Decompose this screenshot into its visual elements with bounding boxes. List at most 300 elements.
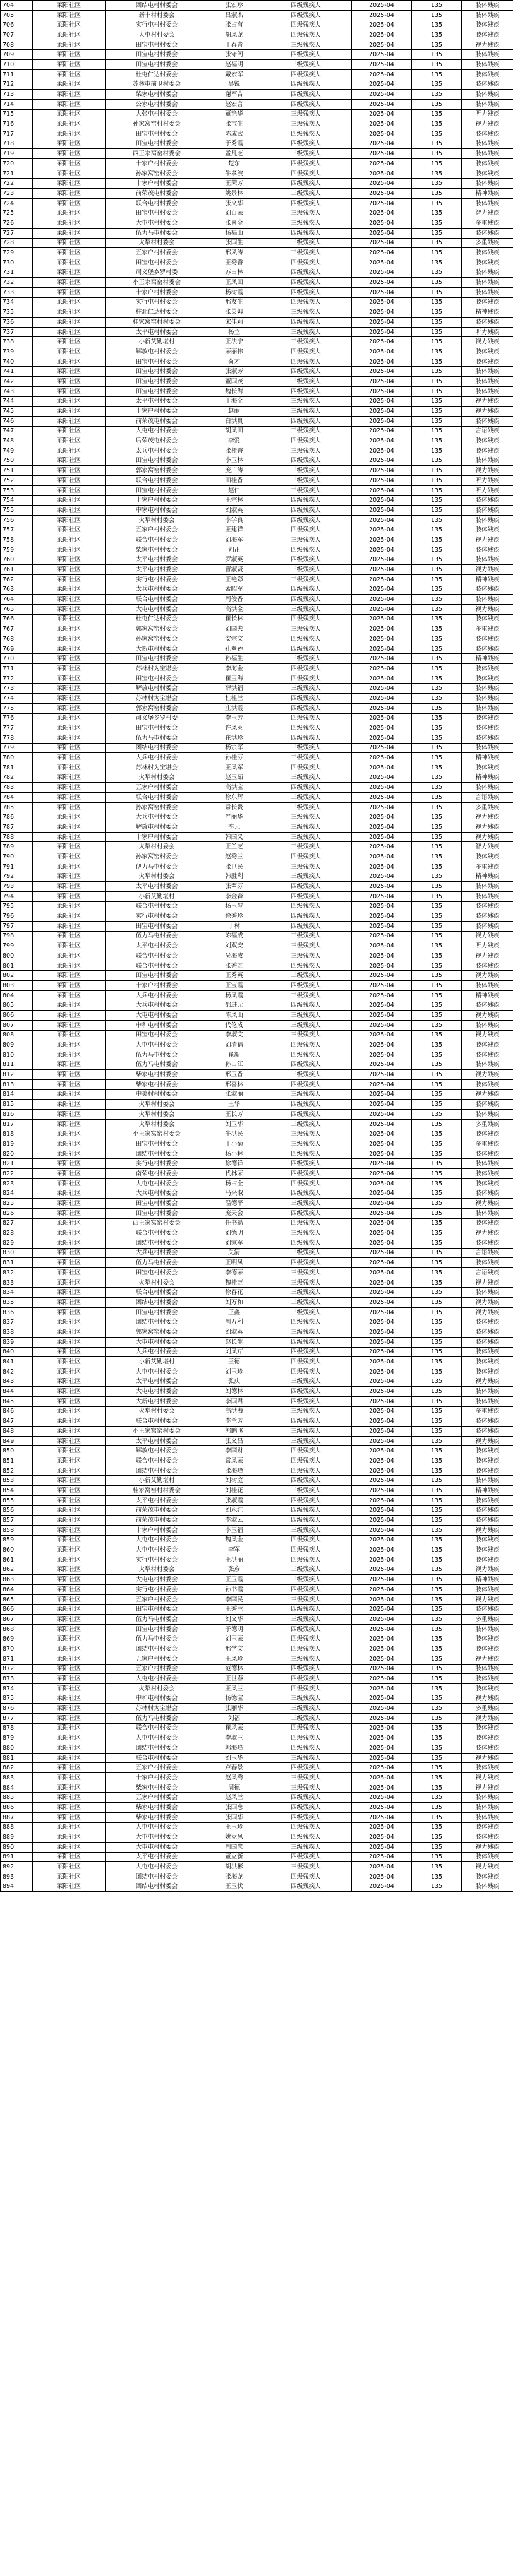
- cell-name: 徐春花: [208, 1288, 260, 1298]
- cell-type: 三级残疾人: [260, 862, 352, 872]
- cell-type: 三级残疾人: [260, 951, 352, 961]
- cell-village: 田宝屯村村委会: [106, 60, 208, 70]
- cell-town: 莱阳社区: [33, 1089, 106, 1100]
- cell-period: 2025-04: [352, 426, 412, 436]
- table-row: [1, 1258, 513, 1268]
- table-row: [1, 1119, 513, 1129]
- cell-period: 2025-04: [352, 1516, 412, 1526]
- cell-name: 刘淑英: [208, 1327, 260, 1338]
- cell-name: 刘正: [208, 545, 260, 555]
- cell-town: 莱阳社区: [33, 327, 106, 337]
- cell-type: 三级残疾人: [260, 753, 352, 763]
- cell-type: 三级残疾人: [260, 812, 352, 822]
- cell-amount: 135: [412, 466, 462, 476]
- cell-no: 753: [1, 485, 33, 496]
- cell-type: 四级残疾人: [260, 1367, 352, 1377]
- table-row: [1, 901, 513, 911]
- cell-type: 三级残疾人: [260, 654, 352, 664]
- cell-kind: 视力残疾: [462, 832, 513, 842]
- cell-town: 莱阳社区: [33, 1317, 106, 1327]
- cell-name: 周德: [208, 1783, 260, 1793]
- table-row: [1, 327, 513, 337]
- cell-amount: 135: [412, 1535, 462, 1545]
- cell-amount: 135: [412, 565, 462, 575]
- cell-name: 李军: [208, 1545, 260, 1555]
- cell-period: 2025-04: [352, 1773, 412, 1783]
- cell-amount: 135: [412, 1367, 462, 1377]
- cell-kind: 听力残疾: [462, 476, 513, 486]
- cell-kind: 肢体残疾: [462, 891, 513, 901]
- cell-town: 莱阳社区: [33, 684, 106, 694]
- cell-village: 田宝屯村村委会: [106, 1307, 208, 1317]
- cell-period: 2025-04: [352, 1110, 412, 1120]
- cell-village: 田宝屯村村委会: [106, 654, 208, 664]
- cell-kind: 肢体残疾: [462, 1516, 513, 1526]
- cell-type: 四级残疾人: [260, 891, 352, 901]
- cell-town: 莱阳社区: [33, 882, 106, 892]
- cell-period: 2025-04: [352, 1377, 412, 1387]
- cell-amount: 135: [412, 90, 462, 100]
- table-row: [1, 1337, 513, 1347]
- cell-no: 840: [1, 1347, 33, 1357]
- cell-type: 四级残疾人: [260, 882, 352, 892]
- cell-period: 2025-04: [352, 644, 412, 654]
- cell-amount: 135: [412, 1159, 462, 1169]
- cell-town: 莱阳社区: [33, 763, 106, 773]
- cell-amount: 135: [412, 268, 462, 278]
- cell-type: 三级残疾人: [260, 1486, 352, 1496]
- cell-name: 于小菊: [208, 1139, 260, 1149]
- cell-no: 832: [1, 1268, 33, 1278]
- cell-amount: 135: [412, 515, 462, 525]
- cell-amount: 135: [412, 1218, 462, 1228]
- cell-kind: 多重残疾: [462, 624, 513, 634]
- cell-no: 842: [1, 1367, 33, 1377]
- cell-period: 2025-04: [352, 753, 412, 763]
- cell-amount: 135: [412, 1060, 462, 1070]
- cell-type: 四级残疾人: [260, 287, 352, 297]
- table-row: [1, 1674, 513, 1684]
- cell-town: 莱阳社区: [33, 1634, 106, 1644]
- cell-village: 十家户村村委会: [106, 1773, 208, 1783]
- cell-no: 756: [1, 515, 33, 525]
- cell-village: 伍力马屯村委会: [106, 1634, 208, 1644]
- cell-village: 伍力马屯村委会: [106, 733, 208, 743]
- cell-no: 766: [1, 614, 33, 624]
- cell-no: 791: [1, 862, 33, 872]
- cell-town: 莱阳社区: [33, 1387, 106, 1397]
- cell-amount: 135: [412, 367, 462, 377]
- cell-amount: 135: [412, 198, 462, 208]
- cell-town: 莱阳社区: [33, 1466, 106, 1476]
- table-row: [1, 139, 513, 149]
- cell-period: 2025-04: [352, 1268, 412, 1278]
- cell-village: 田宝屯村村委会: [106, 208, 208, 218]
- cell-type: 四级残疾人: [260, 1258, 352, 1268]
- cell-kind: 肢体残疾: [462, 1832, 513, 1843]
- cell-no: 783: [1, 783, 33, 793]
- cell-amount: 135: [412, 1575, 462, 1585]
- cell-amount: 135: [412, 327, 462, 337]
- cell-period: 2025-04: [352, 1654, 412, 1664]
- cell-name: 许凤英: [208, 723, 260, 733]
- cell-village: 伍力马屯村委会: [106, 1258, 208, 1268]
- cell-amount: 135: [412, 941, 462, 951]
- cell-no: 747: [1, 426, 33, 436]
- cell-town: 莱阳社区: [33, 198, 106, 208]
- cell-village: 田宝屯村村委会: [106, 485, 208, 496]
- cell-period: 2025-04: [352, 1486, 412, 1496]
- cell-name: 张国忠: [208, 1803, 260, 1813]
- cell-amount: 135: [412, 585, 462, 595]
- cell-name: 李兰芳: [208, 1416, 260, 1427]
- cell-type: 四级残疾人: [260, 1644, 352, 1654]
- table-row: [1, 1654, 513, 1664]
- cell-no: 770: [1, 654, 33, 664]
- table-row: [1, 585, 513, 595]
- table-row: [1, 1545, 513, 1555]
- cell-name: 胡凤田: [208, 426, 260, 436]
- cell-type: 四级残疾人: [260, 357, 352, 367]
- cell-village: 郭家窝窑村委会: [106, 1327, 208, 1338]
- cell-period: 2025-04: [352, 1505, 412, 1516]
- cell-town: 莱阳社区: [33, 1862, 106, 1872]
- cell-name: 薛洪福: [208, 684, 260, 694]
- cell-kind: 肢体残疾: [462, 228, 513, 238]
- cell-village: 大屯村村委会: [106, 30, 208, 40]
- cell-period: 2025-04: [352, 1357, 412, 1367]
- cell-period: 2025-04: [352, 872, 412, 882]
- cell-village: 伍力马屯村委会: [106, 1713, 208, 1723]
- cell-type: 四级残疾人: [260, 1149, 352, 1159]
- cell-name: 苏占林: [208, 268, 260, 278]
- cell-town: 莱阳社区: [33, 377, 106, 387]
- cell-amount: 135: [412, 674, 462, 684]
- cell-no: 887: [1, 1812, 33, 1822]
- cell-amount: 135: [412, 1872, 462, 1882]
- cell-town: 莱阳社区: [33, 525, 106, 535]
- cell-period: 2025-04: [352, 1070, 412, 1080]
- table-row: [1, 832, 513, 842]
- cell-village: 火犁村村委会: [106, 515, 208, 525]
- cell-no: 707: [1, 30, 33, 40]
- cell-period: 2025-04: [352, 545, 412, 555]
- cell-village: 联合屯村村委会: [106, 961, 208, 971]
- cell-kind: 多重残疾: [462, 1119, 513, 1129]
- cell-town: 莱阳社区: [33, 961, 106, 971]
- cell-type: 四级残疾人: [260, 496, 352, 506]
- table-row: [1, 624, 513, 634]
- cell-town: 莱阳社区: [33, 753, 106, 763]
- cell-name: 王宝霞: [208, 981, 260, 991]
- cell-town: 莱阳社区: [33, 1644, 106, 1654]
- cell-village: 火犁村村委会: [106, 1100, 208, 1110]
- table-row: [1, 862, 513, 872]
- cell-name: 杨占全: [208, 1178, 260, 1189]
- table-row: [1, 1060, 513, 1070]
- cell-kind: 肢体残疾: [462, 1733, 513, 1743]
- cell-kind: 肢体残疾: [462, 1446, 513, 1456]
- cell-kind: 肢体残疾: [462, 733, 513, 743]
- cell-no: 848: [1, 1427, 33, 1437]
- cell-kind: 肢体残疾: [462, 1387, 513, 1397]
- cell-village: 大屯屯村村委会: [106, 1367, 208, 1377]
- cell-village: 大兵屯村村委会: [106, 990, 208, 1000]
- cell-village: 大屯屯村村委会: [106, 1822, 208, 1832]
- cell-town: 莱阳社区: [33, 1872, 106, 1882]
- table-row: [1, 1466, 513, 1476]
- cell-type: 四级残疾人: [260, 1803, 352, 1813]
- cell-village: 田宝屯村村委会: [106, 1268, 208, 1278]
- cell-period: 2025-04: [352, 1248, 412, 1258]
- cell-no: 785: [1, 802, 33, 812]
- cell-kind: 肢体残疾: [462, 287, 513, 297]
- cell-no: 856: [1, 1505, 33, 1516]
- cell-type: 四级残疾人: [260, 1664, 352, 1674]
- cell-village: 火犁村村委会: [106, 842, 208, 852]
- cell-amount: 135: [412, 297, 462, 307]
- cell-no: 808: [1, 1030, 33, 1040]
- cell-amount: 135: [412, 1555, 462, 1565]
- cell-name: 赵凤秀: [208, 1773, 260, 1783]
- cell-period: 2025-04: [352, 614, 412, 624]
- cell-name: 李玉福: [208, 1525, 260, 1535]
- cell-name: 刘文华: [208, 1615, 260, 1625]
- cell-town: 莱阳社区: [33, 1516, 106, 1526]
- cell-amount: 135: [412, 506, 462, 516]
- table-row: [1, 674, 513, 684]
- cell-type: 三级残疾人: [260, 337, 352, 347]
- cell-kind: 肢体残疾: [462, 50, 513, 60]
- cell-town: 莱阳社区: [33, 1298, 106, 1308]
- table-row: [1, 80, 513, 90]
- table-row: [1, 407, 513, 417]
- cell-village: 大屯屯村村委会: [106, 218, 208, 229]
- cell-no: 752: [1, 476, 33, 486]
- cell-no: 710: [1, 60, 33, 70]
- cell-no: 734: [1, 297, 33, 307]
- cell-no: 781: [1, 763, 33, 773]
- table-row: [1, 297, 513, 307]
- cell-type: 四级残疾人: [260, 1357, 352, 1367]
- cell-type: 四级残疾人: [260, 228, 352, 238]
- cell-type: 四级残疾人: [260, 1169, 352, 1179]
- cell-name: 李金森: [208, 891, 260, 901]
- cell-no: 704: [1, 1, 33, 11]
- table-row: [1, 60, 513, 70]
- cell-kind: 多重残疾: [462, 218, 513, 229]
- cell-amount: 135: [412, 703, 462, 713]
- cell-period: 2025-04: [352, 1674, 412, 1684]
- cell-no: 757: [1, 525, 33, 535]
- table-row: [1, 1456, 513, 1466]
- table-row: [1, 129, 513, 139]
- cell-type: 四级残疾人: [260, 1040, 352, 1050]
- cell-kind: 肢体残疾: [462, 1, 513, 11]
- cell-amount: 135: [412, 882, 462, 892]
- cell-kind: 视力残疾: [462, 1773, 513, 1783]
- cell-village: 五家户村村委会: [106, 1763, 208, 1773]
- cell-period: 2025-04: [352, 882, 412, 892]
- cell-no: 855: [1, 1495, 33, 1505]
- cell-period: 2025-04: [352, 476, 412, 486]
- cell-no: 893: [1, 1872, 33, 1882]
- cell-name: 赵福明: [208, 60, 260, 70]
- cell-name: 任书磊: [208, 1218, 260, 1228]
- cell-kind: 肢体残疾: [462, 416, 513, 426]
- cell-no: 795: [1, 901, 33, 911]
- cell-type: 三级残疾人: [260, 1842, 352, 1852]
- cell-name: 王玉珍: [208, 1822, 260, 1832]
- cell-kind: 视力残疾: [462, 1842, 513, 1852]
- cell-name: 楚东: [208, 159, 260, 169]
- cell-name: 吴海成: [208, 951, 260, 961]
- cell-name: 刘海军: [208, 535, 260, 545]
- cell-amount: 135: [412, 1149, 462, 1159]
- cell-period: 2025-04: [352, 198, 412, 208]
- cell-name: 高洪全: [208, 604, 260, 614]
- cell-name: 李爱: [208, 436, 260, 446]
- cell-period: 2025-04: [352, 921, 412, 931]
- cell-type: 三级残疾人: [260, 1565, 352, 1575]
- cell-name: 王法宁: [208, 337, 260, 347]
- cell-kind: 肢体残疾: [462, 1288, 513, 1298]
- cell-name: 严丽华: [208, 812, 260, 822]
- cell-period: 2025-04: [352, 743, 412, 753]
- cell-amount: 135: [412, 1406, 462, 1416]
- cell-kind: 肢体残疾: [462, 149, 513, 159]
- cell-no: 819: [1, 1139, 33, 1149]
- cell-kind: 多重残疾: [462, 1615, 513, 1625]
- cell-no: 841: [1, 1357, 33, 1367]
- cell-no: 876: [1, 1704, 33, 1714]
- cell-period: 2025-04: [352, 1307, 412, 1317]
- cell-amount: 135: [412, 1070, 462, 1080]
- cell-amount: 135: [412, 426, 462, 436]
- cell-town: 莱阳社区: [33, 90, 106, 100]
- cell-period: 2025-04: [352, 1218, 412, 1228]
- cell-town: 莱阳社区: [33, 783, 106, 793]
- cell-village: 小王家窝窑村委会: [106, 1129, 208, 1139]
- cell-amount: 135: [412, 1723, 462, 1733]
- table-row: [1, 891, 513, 901]
- cell-town: 莱阳社区: [33, 1476, 106, 1486]
- cell-kind: 肢体残疾: [462, 1505, 513, 1516]
- cell-period: 2025-04: [352, 1129, 412, 1139]
- cell-amount: 135: [412, 1842, 462, 1852]
- cell-name: 李海金: [208, 664, 260, 674]
- cell-town: 莱阳社区: [33, 386, 106, 396]
- cell-name: 王洪丽: [208, 1555, 260, 1565]
- cell-town: 莱阳社区: [33, 1783, 106, 1793]
- cell-name: 王华: [208, 1100, 260, 1110]
- cell-town: 莱阳社区: [33, 872, 106, 882]
- cell-village: 实行屯村村委会: [106, 297, 208, 307]
- cell-amount: 135: [412, 287, 462, 297]
- cell-town: 莱阳社区: [33, 1713, 106, 1723]
- cell-no: 778: [1, 733, 33, 743]
- cell-type: 四级残疾人: [260, 1852, 352, 1862]
- cell-kind: 肢体残疾: [462, 1238, 513, 1248]
- cell-period: 2025-04: [352, 1832, 412, 1843]
- cell-no: 871: [1, 1654, 33, 1664]
- cell-village: 五家户村村委会: [106, 525, 208, 535]
- cell-town: 莱阳社区: [33, 743, 106, 753]
- cell-no: 796: [1, 911, 33, 922]
- cell-amount: 135: [412, 1812, 462, 1822]
- table-row: [1, 1327, 513, 1338]
- cell-amount: 135: [412, 723, 462, 733]
- table-row: [1, 1139, 513, 1149]
- cell-name: 陈福成: [208, 931, 260, 941]
- cell-name: 郭海峰: [208, 1743, 260, 1754]
- cell-period: 2025-04: [352, 1199, 412, 1209]
- cell-town: 莱阳社区: [33, 703, 106, 713]
- cell-no: 824: [1, 1189, 33, 1199]
- cell-no: 891: [1, 1852, 33, 1862]
- cell-period: 2025-04: [352, 1011, 412, 1021]
- cell-type: 四级残疾人: [260, 1555, 352, 1565]
- cell-kind: 肢体残疾: [462, 1327, 513, 1338]
- cell-town: 莱阳社区: [33, 1812, 106, 1822]
- cell-amount: 135: [412, 1476, 462, 1486]
- cell-village: 田宝屯村村委会: [106, 723, 208, 733]
- cell-town: 莱阳社区: [33, 416, 106, 426]
- cell-type: 四级残疾人: [260, 1238, 352, 1248]
- cell-town: 莱阳社区: [33, 1110, 106, 1120]
- cell-type: 四级残疾人: [260, 1110, 352, 1120]
- cell-town: 莱阳社区: [33, 258, 106, 268]
- cell-amount: 135: [412, 1258, 462, 1268]
- table-row: [1, 1317, 513, 1327]
- cell-kind: 肢体残疾: [462, 1218, 513, 1228]
- cell-kind: 肢体残疾: [462, 614, 513, 624]
- cell-type: 三级残疾人: [260, 1427, 352, 1437]
- cell-village: 太平屯村村委会: [106, 396, 208, 407]
- cell-town: 莱阳社区: [33, 654, 106, 664]
- cell-kind: 肢体残疾: [462, 10, 513, 20]
- cell-amount: 135: [412, 812, 462, 822]
- cell-village: 实行屯村村委会: [106, 1555, 208, 1565]
- cell-no: 760: [1, 555, 33, 565]
- cell-village: 大屯屯村村委会: [106, 1535, 208, 1545]
- cell-village: 西王家窝窑村委会: [106, 149, 208, 159]
- cell-no: 872: [1, 1664, 33, 1674]
- cell-type: 三级残疾人: [260, 119, 352, 129]
- cell-kind: 肢体残疾: [462, 1664, 513, 1674]
- table-row: [1, 703, 513, 713]
- cell-amount: 135: [412, 1288, 462, 1298]
- cell-no: 772: [1, 674, 33, 684]
- cell-town: 莱阳社区: [33, 723, 106, 733]
- cell-kind: 肢体残疾: [462, 169, 513, 179]
- cell-type: 四级残疾人: [260, 367, 352, 377]
- cell-no: 812: [1, 1070, 33, 1080]
- cell-village: 小王家窝窑村委会: [106, 278, 208, 288]
- cell-town: 莱阳社区: [33, 1416, 106, 1427]
- cell-type: 四级残疾人: [260, 347, 352, 357]
- cell-town: 莱阳社区: [33, 1723, 106, 1733]
- cell-name: 牛洪民: [208, 1129, 260, 1139]
- cell-town: 莱阳社区: [33, 1575, 106, 1585]
- cell-no: 729: [1, 248, 33, 258]
- cell-period: 2025-04: [352, 703, 412, 713]
- cell-type: 四级残疾人: [260, 1832, 352, 1843]
- cell-town: 莱阳社区: [33, 1594, 106, 1605]
- cell-kind: 肢体残疾: [462, 1427, 513, 1437]
- cell-kind: 视力残疾: [462, 407, 513, 417]
- cell-no: 859: [1, 1535, 33, 1545]
